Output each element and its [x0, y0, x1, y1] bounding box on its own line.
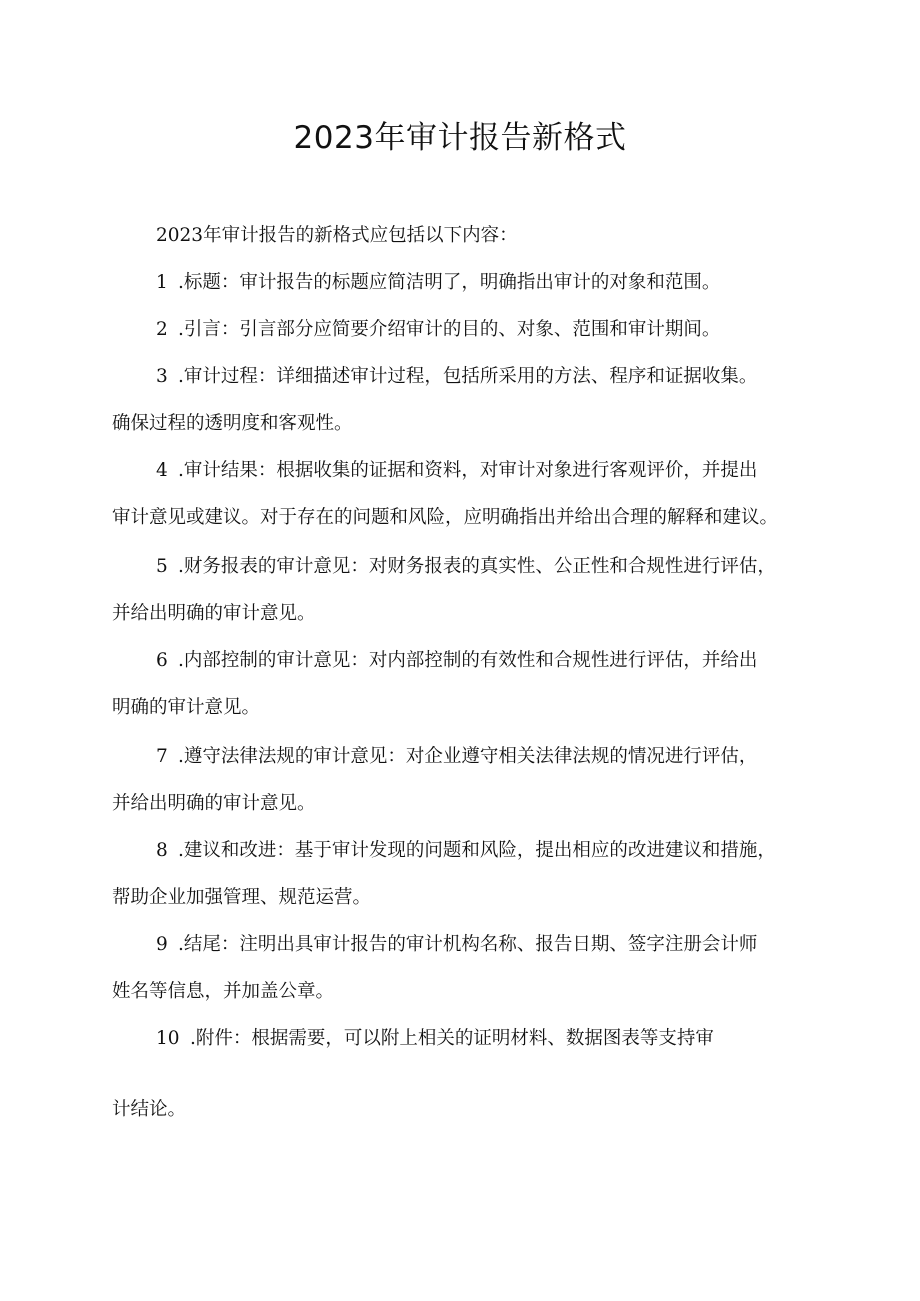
list-item-line	[112, 259, 812, 306]
list-item-line	[112, 733, 812, 780]
list-item-continuation: 确保过程的透明度和客观性。	[112, 413, 353, 434]
list-item-text: .财务报表的审计意见：对财务报表的真实性、公正性和合规性进行评估，	[178, 556, 776, 577]
list-item-number: 6	[156, 650, 168, 671]
list-item-line	[112, 306, 812, 353]
list-item-line	[112, 543, 812, 590]
list-item-line	[112, 921, 812, 968]
list-item	[112, 353, 812, 447]
list-item-number: 2	[156, 319, 168, 340]
list-item	[112, 259, 812, 306]
list-item	[112, 1015, 812, 1133]
list-item-number: 8	[156, 840, 168, 861]
list-item-text: .建议和改进：基于审计发现的问题和风险，提出相应的改进建议和措施，	[178, 840, 776, 861]
list-item-continuation: 帮助企业加强管理、规范运营。	[112, 887, 372, 908]
list-item-text: .遵守法律法规的审计意见：对企业遵守相关法律法规的情况进行评估，	[178, 746, 758, 767]
list-item	[112, 733, 812, 827]
list-item-continuation: 并给出明确的审计意见。	[112, 603, 316, 624]
list-item	[112, 827, 812, 921]
list-item	[112, 637, 812, 731]
list-item	[112, 921, 812, 1015]
list-item-line	[112, 447, 812, 494]
list-item-continuation: 明确的审计意见。	[112, 697, 261, 718]
list-item-line	[112, 637, 812, 684]
list-item-line	[112, 1015, 812, 1062]
list-item-number: 9	[156, 934, 168, 955]
list-item	[112, 306, 812, 353]
list-item-line	[112, 827, 812, 874]
list-item-number: 3	[156, 366, 168, 387]
list-item-number: 10	[156, 1028, 180, 1049]
list-item-text: .审计结果：根据收集的证据和资料，对审计对象进行客观评价，并提出	[178, 460, 758, 481]
list-item-line	[112, 353, 812, 400]
list-item-continuation: 并给出明确的审计意见。	[112, 793, 316, 814]
list-item	[112, 447, 812, 541]
list-item-number: 5	[156, 556, 168, 577]
list-item-continuation: 审计意见或建议。对于存在的问题和风险，应明确指出并给出合理的解释和建议。	[112, 507, 779, 528]
list-item-text: .标题：审计报告的标题应简洁明了，明确指出审计的对象和范围。	[178, 272, 721, 293]
list-item-text: .内部控制的审计意见：对内部控制的有效性和合规性进行评估，并给出	[178, 650, 758, 671]
list-item-text: .附件：根据需要，可以附上相关的证明材料、数据图表等支持审	[190, 1028, 714, 1049]
list-item-continuation: 计结论。	[112, 1099, 187, 1120]
list-item-number: 1	[156, 272, 168, 293]
intro-paragraph	[112, 212, 812, 259]
list-item-text: .引言：引言部分应简要介绍审计的目的、对象、范围和审计期间。	[178, 319, 721, 340]
intro-text: 2023年审计报告的新格式应包括以下内容：	[156, 225, 518, 246]
list-item-text: .审计过程：详细描述审计过程，包括所采用的方法、程序和证据收集。	[178, 366, 758, 387]
list-item-number: 4	[156, 460, 168, 481]
list-item-text: .结尾：注明出具审计报告的审计机构名称、报告日期、签字注册会计师	[178, 934, 758, 955]
document-title: 2023年审计报告新格式	[293, 120, 627, 156]
list-item	[112, 543, 812, 637]
list-item-number: 7	[156, 746, 168, 767]
list-item-continuation: 姓名等信息，并加盖公章。	[112, 981, 335, 1002]
